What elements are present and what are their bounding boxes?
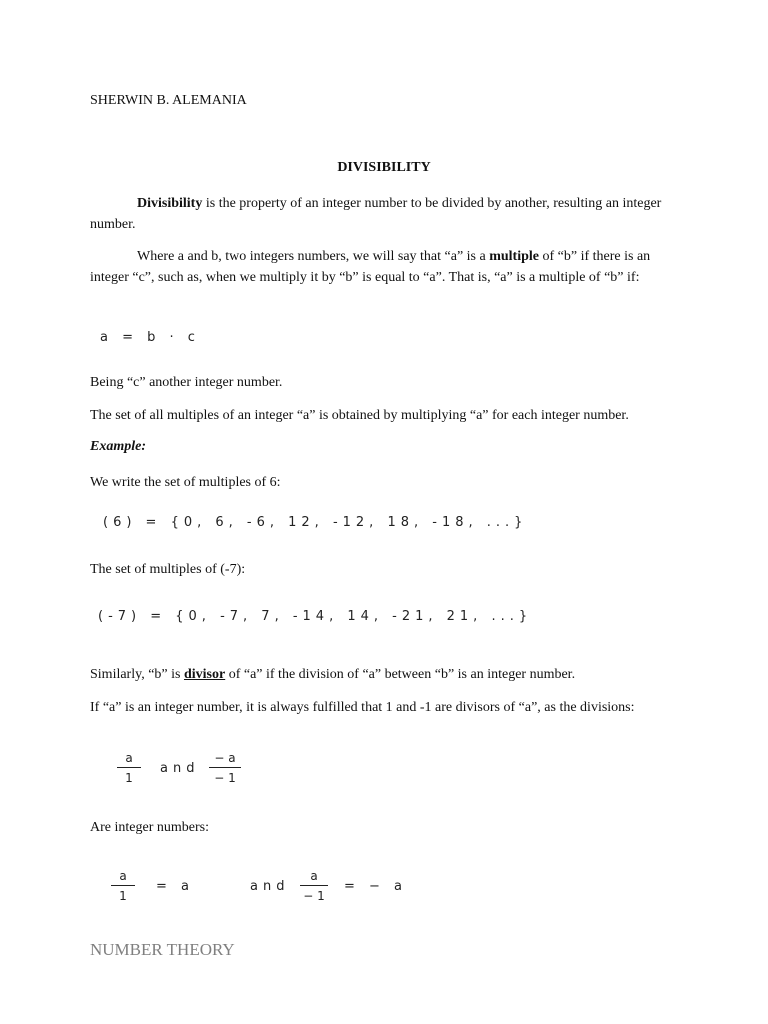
and-word-2: and	[250, 879, 290, 894]
paragraph-divisor	[90, 664, 680, 685]
fraction-denominator: 1	[119, 889, 127, 903]
footer-section-title: NUMBER THEORY	[90, 940, 235, 959]
paragraph-are-integer-numbers: Are integer numbers:	[90, 820, 209, 835]
fraction-numerator: − a	[214, 751, 236, 765]
equation-multiples-of-minus-7: (-7) = {0, -7, 7, -14, 14, -21, 21, ...}	[98, 609, 533, 624]
paragraph-multiple	[90, 246, 680, 288]
fraction-numerator: a	[310, 869, 318, 883]
equation-multiples-of-6: (6) = {0, 6, -6, 12, -12, 18, -18, ...}	[103, 515, 528, 530]
fraction-minus-a-over-minus-1	[209, 751, 241, 785]
fraction-numerator: a	[119, 869, 127, 883]
author-name: SHERWIN B. ALEMANIA	[90, 93, 247, 108]
fraction-denominator: − 1	[303, 889, 325, 903]
fraction-denominator: − 1	[214, 771, 236, 785]
fraction-numerator: a	[125, 751, 133, 765]
fraction-denominator: 1	[125, 771, 133, 785]
page-title: DIVISIBILITY	[337, 160, 431, 175]
term-divisibility: Divisibility	[137, 196, 203, 211]
multiple-text-start: Where a and b, two integers numbers, we will say that “a” is a	[137, 249, 490, 264]
paragraph-multiples-of-minus-7: The set of multiples of (-7):	[90, 562, 246, 577]
fraction-bar	[111, 885, 135, 886]
fraction-a-over-minus-1	[300, 869, 328, 903]
fraction-bar	[300, 885, 328, 886]
fraction-bar	[117, 767, 141, 768]
divisor-text-end: of “a” if the division of “a” between “b” is an integer number.	[225, 667, 576, 682]
paragraph-trivial-divisors: If “a” is an integer number, it is always fulfilled that 1 and -1 are divisors of “a”, as the divisions:	[90, 700, 635, 715]
paragraph-set-of-multiples: The set of all multiples of an integer “a” is obtained by multiplying “a” for each integer number.	[90, 408, 629, 423]
equals-a: = a	[156, 879, 194, 894]
paragraph-being-c: Being “c” another integer number.	[90, 375, 283, 390]
equals-minus-a: = − a	[344, 879, 408, 894]
fraction-a-over-1	[117, 751, 141, 785]
example-label: Example:	[90, 439, 146, 454]
paragraph-multiples-of-6: We write the set of multiples of 6:	[90, 475, 281, 490]
divisor-text-start: Similarly, “b” is	[90, 667, 184, 682]
and-word: and	[160, 761, 200, 776]
fraction-a-over-1-result	[111, 869, 135, 903]
paragraph-definition	[90, 193, 680, 235]
multiple-text-end: of “b” if there is an integer “c”, such as, when we multiply it by “b” is equal to “a”. That is, “a” is a multiple of “b” if:	[90, 249, 651, 285]
fraction-bar	[209, 767, 241, 768]
equation-a-equals-bc: a = b · c	[100, 330, 200, 345]
term-divisor: divisor	[183, 667, 226, 682]
definition-text: is the property of an integer number to be divided by another, resulting an integer number.	[90, 196, 662, 232]
term-multiple: multiple	[489, 249, 539, 264]
